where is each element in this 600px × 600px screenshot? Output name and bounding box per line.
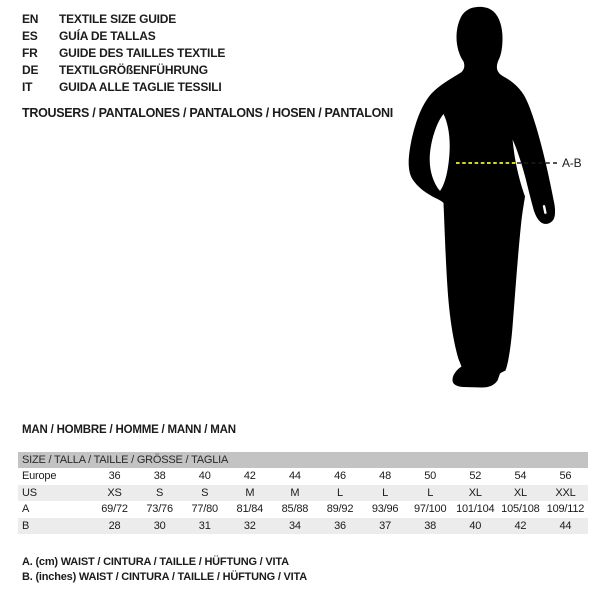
cell: 46 — [334, 470, 346, 482]
cell: 40 — [198, 470, 211, 482]
cell: XS — [107, 486, 122, 499]
cell: 28 — [108, 519, 121, 532]
cell: 38 — [153, 470, 166, 482]
table-row-europe — [18, 468, 588, 485]
cell: 42 — [514, 519, 527, 532]
cell: 37 — [379, 519, 391, 532]
man-silhouette-shape — [409, 7, 555, 388]
row-label: B — [22, 519, 30, 532]
row-label: A — [22, 503, 30, 516]
cell: L — [427, 486, 434, 499]
cell: 44 — [288, 470, 301, 482]
cell: 77/80 — [191, 503, 218, 516]
row-label: US — [22, 486, 37, 499]
cell: 56 — [559, 470, 572, 482]
table-row-a-cm — [18, 501, 588, 518]
language-title: GUIDE DES TAILLES TEXTILE — [59, 46, 226, 60]
product-category-title: TROUSERS / PANTALONES / PANTALONS / HOSEN / PANTALONI — [22, 106, 393, 120]
cell: 93/96 — [371, 503, 399, 516]
language-code: FR — [22, 46, 38, 60]
cell: 54 — [514, 470, 527, 482]
measure-footnotes — [22, 555, 307, 584]
language-title: TEXTILE SIZE GUIDE — [59, 12, 177, 26]
cell: 69/72 — [101, 503, 128, 516]
table-row-us — [18, 485, 588, 502]
size-table — [18, 452, 588, 534]
cell: 89/92 — [326, 503, 354, 516]
cell: 52 — [469, 470, 482, 482]
cell: 85/88 — [281, 503, 309, 516]
language-code: ES — [22, 29, 38, 43]
cell: 48 — [379, 470, 391, 482]
table-row-b-inches — [18, 518, 588, 535]
row-label: Europe — [22, 470, 57, 482]
waist-measure-label: A-B — [562, 156, 582, 170]
language-title: TEXTILGRÖßENFÜHRUNG — [59, 63, 208, 77]
language-code: DE — [22, 63, 39, 77]
cell: 101/104 — [456, 503, 495, 516]
cell: M — [290, 486, 300, 499]
language-code: IT — [22, 80, 33, 94]
language-code: EN — [22, 12, 39, 26]
cell: 36 — [108, 470, 121, 482]
cell: 31 — [198, 519, 211, 532]
cell: 97/100 — [413, 503, 447, 516]
language-title: GUIDA ALLE TAGLIE TESSILI — [59, 80, 222, 94]
language-title: GUÍA DE TALLAS — [59, 29, 156, 43]
cell: L — [337, 486, 343, 499]
cell: 40 — [469, 519, 482, 532]
cell: 44 — [559, 519, 572, 532]
cell: 50 — [424, 470, 437, 482]
size-table-header: SIZE / TALLA / TAILLE / GRÖSSE / TAGLIA — [18, 452, 588, 468]
cell: M — [245, 486, 255, 499]
cell: 34 — [288, 519, 301, 532]
footnote-b: B. (inches) WAIST / CINTURA / TAILLE / HÜFTUNG / VITA — [22, 570, 307, 583]
cell: XXL — [555, 486, 576, 499]
cell: S — [156, 486, 164, 499]
cell: XL — [513, 486, 527, 499]
footnote-a: A. (cm) WAIST / CINTURA / TAILLE / HÜFTUNG / VITA — [22, 556, 289, 568]
section-title-man: MAN / HOMBRE / HOMME / MANN / MAN — [22, 424, 236, 436]
cell: S — [201, 486, 209, 499]
cell: 81/84 — [236, 503, 264, 516]
cell: 42 — [243, 470, 256, 482]
cell: 73/76 — [146, 503, 173, 516]
cell: 38 — [424, 519, 437, 532]
cell: 32 — [243, 519, 256, 532]
cell: XL — [468, 486, 482, 499]
cell: 36 — [334, 519, 346, 532]
cell: 30 — [153, 519, 166, 532]
cell: L — [382, 486, 389, 499]
cell: 105/108 — [501, 503, 540, 516]
cell: 109/112 — [546, 503, 585, 516]
